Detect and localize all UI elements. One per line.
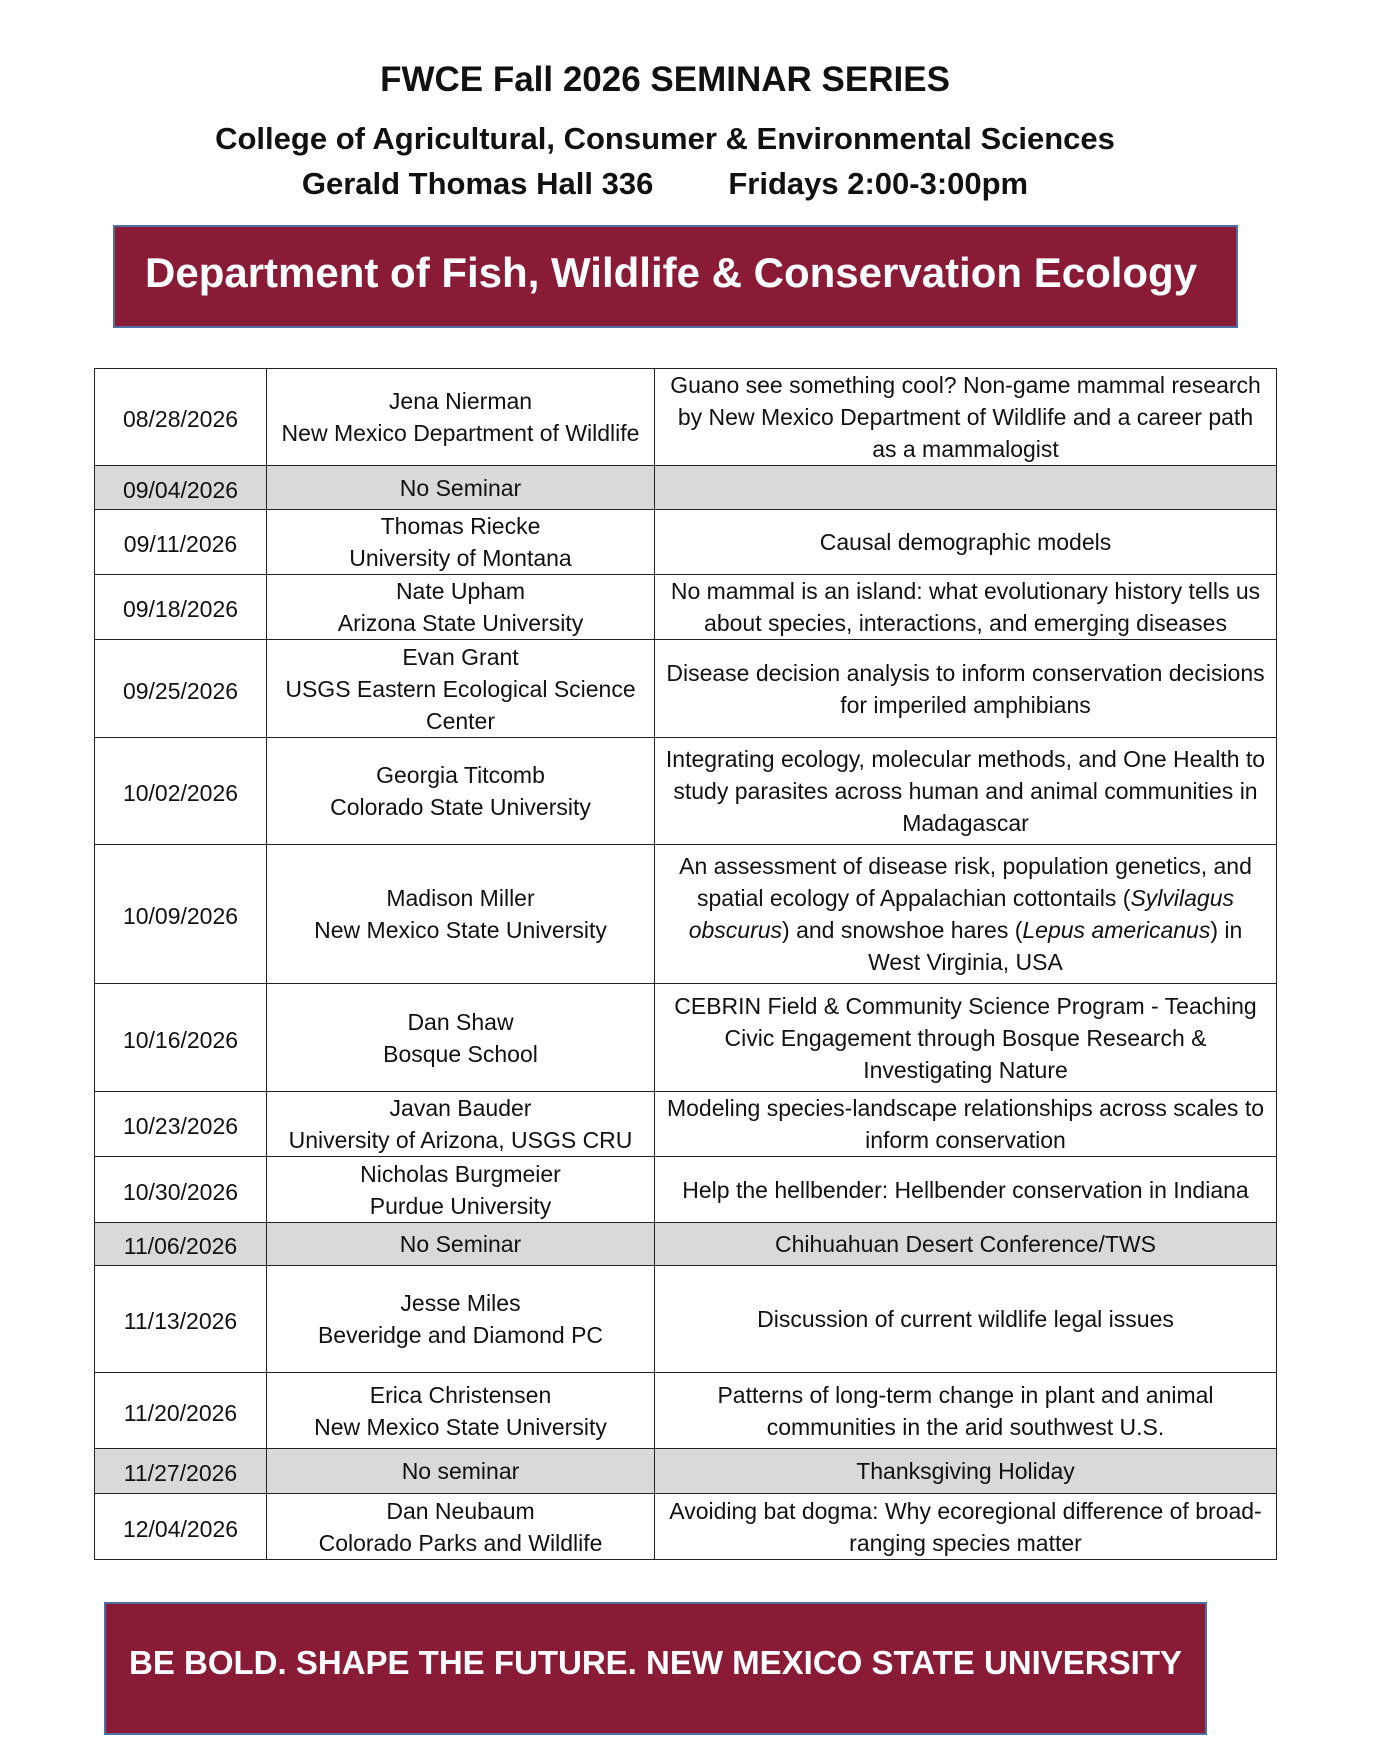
speaker-cell bbox=[267, 1157, 655, 1223]
topic-cell: An assessment of disease risk, population genetics, and spatial ecology of Appalachian cottontails (Sylvilagus obscurus) and snowshoe hares (Lepus americanus) in West Virginia, USA bbox=[655, 845, 1277, 984]
table-row bbox=[95, 640, 1277, 738]
speaker-affiliation: Bosque School bbox=[383, 1040, 538, 1067]
date-cell: 09/18/2026 bbox=[95, 575, 267, 640]
university-slogan: BE BOLD. SHAPE THE FUTURE. NEW MEXICO STATE UNIVERSITY bbox=[128, 1644, 1182, 1681]
speaker-cell bbox=[267, 1092, 655, 1157]
species-name: Sylvilagus obscurus bbox=[688, 885, 1234, 943]
table-row bbox=[95, 575, 1277, 640]
speaker-name: Jesse Miles bbox=[400, 1290, 521, 1316]
date-cell: 08/28/2026 bbox=[95, 369, 267, 466]
meeting-time: Fridays 2:00-3:00pm bbox=[728, 166, 1029, 201]
table-row bbox=[95, 1449, 1277, 1494]
date-cell: 12/04/2026 bbox=[95, 1494, 267, 1560]
speaker-name: Javan Bauder bbox=[389, 1095, 532, 1121]
date-cell: 10/09/2026 bbox=[95, 845, 267, 984]
table-row bbox=[95, 738, 1277, 845]
date-cell: 10/02/2026 bbox=[95, 738, 267, 845]
topic-cell: Thanksgiving Holiday bbox=[655, 1449, 1277, 1494]
topic-cell: Avoiding bat dogma: Why ecoregional difference of broad-ranging species matter bbox=[655, 1494, 1277, 1560]
speaker-cell bbox=[267, 1223, 655, 1266]
table-row bbox=[95, 1494, 1277, 1560]
speaker-affiliation: New Mexico State University bbox=[314, 917, 607, 943]
topic-cell: Chihuahuan Desert Conference/TWS bbox=[655, 1223, 1277, 1266]
location: Gerald Thomas Hall 336 bbox=[301, 166, 654, 201]
speaker-name: Nicholas Burgmeier bbox=[360, 1160, 561, 1187]
seminar-schedule-table bbox=[94, 368, 1277, 1560]
speaker-name: No Seminar bbox=[399, 474, 522, 501]
date-cell: 10/30/2026 bbox=[95, 1157, 267, 1223]
table-row bbox=[95, 1373, 1277, 1449]
college-name: College of Agricultural, Consumer & Environmental Sciences bbox=[215, 121, 1115, 156]
speaker-name: Dan Neubaum bbox=[386, 1497, 535, 1524]
speaker-affiliation: New Mexico Department of Wildlife bbox=[281, 420, 640, 446]
table-row bbox=[95, 510, 1277, 575]
topic-cell: No mammal is an island: what evolutionary history tells us about species, interactions, and emerging diseases bbox=[655, 575, 1277, 640]
date-cell: 10/16/2026 bbox=[95, 984, 267, 1092]
speaker-cell bbox=[267, 984, 655, 1092]
date-cell: 09/04/2026 bbox=[95, 466, 267, 510]
date-cell: 11/06/2026 bbox=[95, 1223, 267, 1266]
date-cell: 10/23/2026 bbox=[95, 1092, 267, 1157]
speaker-cell bbox=[267, 845, 655, 984]
speaker-name: Evan Grant bbox=[402, 643, 519, 670]
topic-cell: Modeling species-landscape relationships across scales to inform conservation bbox=[655, 1092, 1277, 1157]
series-title: FWCE Fall 2026 SEMINAR SERIES bbox=[380, 60, 950, 99]
date-cell: 11/13/2026 bbox=[95, 1266, 267, 1373]
speaker-name: No seminar bbox=[401, 1458, 520, 1484]
department-name: Department of Fish, Wildlife & Conservation Ecology bbox=[145, 249, 1198, 296]
speaker-name: Jena Nierman bbox=[388, 388, 533, 414]
speaker-cell bbox=[267, 640, 655, 738]
table-row bbox=[95, 1092, 1277, 1157]
speaker-cell bbox=[267, 1266, 655, 1373]
speaker-name: Dan Shaw bbox=[407, 1008, 514, 1035]
speaker-affiliation: Colorado State University bbox=[330, 794, 591, 820]
topic-cell: CEBRIN Field & Community Science Program - Teaching Civic Engagement through Bosque Research & Investigating Nature bbox=[655, 984, 1277, 1092]
topic-cell: Discussion of current wildlife legal issues bbox=[655, 1266, 1277, 1373]
speaker-affiliation: New Mexico State University bbox=[314, 1413, 607, 1440]
topic-cell: Integrating ecology, molecular methods, and One Health to study parasites across human and animal communities in Madagascar bbox=[655, 738, 1277, 845]
table-row bbox=[95, 1157, 1277, 1223]
topic-cell: Guano see something cool? Non-game mammal research by New Mexico Department of Wildlife and a career path as a mammalogist bbox=[655, 369, 1277, 466]
speaker-cell bbox=[267, 466, 655, 510]
speaker-affiliation: Colorado Parks and Wildlife bbox=[318, 1529, 603, 1556]
footer-banner bbox=[104, 1602, 1207, 1735]
speaker-cell bbox=[267, 369, 655, 466]
speaker-cell bbox=[267, 1449, 655, 1494]
speaker-cell bbox=[267, 1373, 655, 1449]
topic-cell bbox=[655, 466, 1277, 510]
table-row bbox=[95, 466, 1277, 510]
speaker-name: Nate Upham bbox=[395, 578, 526, 604]
speaker-cell bbox=[267, 575, 655, 640]
speaker-name: Georgia Titcomb bbox=[376, 762, 545, 788]
speaker-affiliation: University of Montana bbox=[349, 545, 572, 571]
species-name: Lepus americanus bbox=[1022, 917, 1211, 943]
speaker-name: Thomas Riecke bbox=[380, 513, 541, 539]
date-cell: 11/20/2026 bbox=[95, 1373, 267, 1449]
topic-cell: Causal demographic models bbox=[655, 510, 1277, 575]
speaker-affiliation: USGS Eastern Ecological Science Center bbox=[285, 675, 636, 734]
table-row bbox=[95, 845, 1277, 984]
speaker-affiliation: University of Arizona, USGS CRU bbox=[288, 1127, 633, 1153]
topic-cell: Patterns of long-term change in plant and animal communities in the arid southwest U.S. bbox=[655, 1373, 1277, 1449]
date-cell: 09/11/2026 bbox=[95, 510, 267, 575]
date-cell: 11/27/2026 bbox=[95, 1449, 267, 1494]
speaker-name: Erica Christensen bbox=[369, 1381, 552, 1408]
table-row bbox=[95, 1266, 1277, 1373]
speaker-cell bbox=[267, 510, 655, 575]
speaker-affiliation: Arizona State University bbox=[337, 610, 584, 636]
location-time-row bbox=[0, 166, 1330, 202]
table-row bbox=[95, 369, 1277, 466]
speaker-affiliation: Purdue University bbox=[369, 1192, 552, 1219]
speaker-affiliation: Beveridge and Diamond PC bbox=[317, 1322, 604, 1348]
date-cell: 09/25/2026 bbox=[95, 640, 267, 738]
speaker-name: Madison Miller bbox=[386, 885, 535, 911]
department-banner bbox=[113, 225, 1238, 328]
speaker-cell bbox=[267, 738, 655, 845]
table-row bbox=[95, 1223, 1277, 1266]
topic-cell: Help the hellbender: Hellbender conservation in Indiana bbox=[655, 1157, 1277, 1223]
speaker-cell bbox=[267, 1494, 655, 1560]
speaker-name: No Seminar bbox=[399, 1231, 522, 1257]
table-row bbox=[95, 984, 1277, 1092]
topic-cell: Disease decision analysis to inform conservation decisions for imperiled amphibians bbox=[655, 640, 1277, 738]
